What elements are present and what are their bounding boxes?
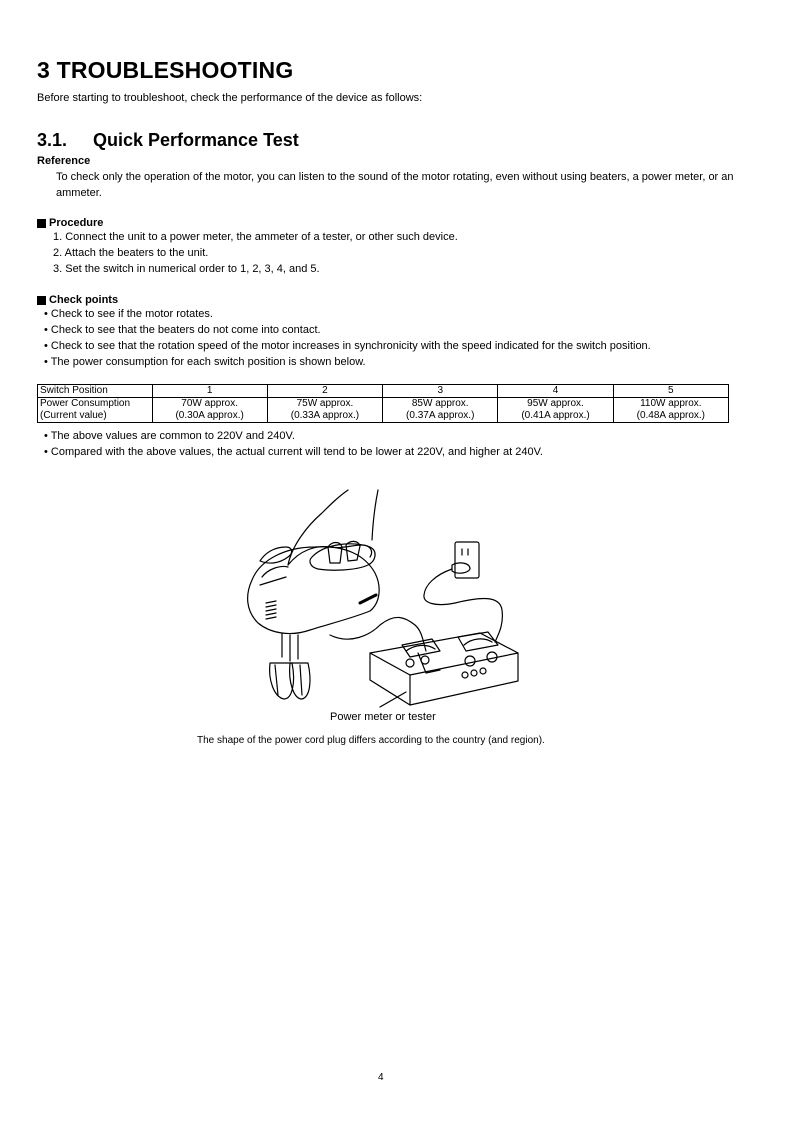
switch-position-cell: 1 (152, 385, 267, 398)
switch-position-cell: 5 (613, 385, 728, 398)
mixer-body-drawing (248, 547, 380, 634)
switch-position-cell: 2 (267, 385, 382, 398)
page-number: 4 (378, 1072, 384, 1083)
power-value: 85W approx. (411, 398, 469, 409)
procedure-title-text: Procedure (49, 217, 104, 229)
table-header-row (38, 385, 729, 398)
procedure-title (37, 217, 103, 229)
row-label-line: Power Consumption (40, 398, 131, 409)
current-value: (0.33A approx.) (290, 410, 360, 421)
check-points-title-text: Check points (49, 294, 119, 306)
check-point-item: • Check to see that the beaters do not come into contact. (44, 324, 321, 336)
mixer-test-illustration (230, 485, 530, 730)
table-cell (152, 398, 267, 423)
figure-caption: The shape of the power cord plug differs according to the country (and region). (197, 735, 545, 746)
power-value: 95W approx. (527, 398, 584, 409)
check-point-item: • Check to see if the motor rotates. (44, 308, 213, 320)
table-cell (613, 398, 728, 423)
table-cell (498, 398, 613, 423)
switch-position-cell: 4 (498, 385, 613, 398)
beaters-drawing (282, 633, 298, 661)
page-heading: 3 TROUBLESHOOTING (37, 57, 294, 83)
current-value: (0.37A approx.) (406, 410, 475, 421)
check-point-item: • Check to see that the rotation speed of the motor increases in synchronicity with the speed indicated for the switch position. (44, 340, 651, 352)
note-item: • Compared with the above values, the actual current will tend to be lower at 220V, and higher at 240V. (44, 446, 543, 458)
table-cell (383, 398, 498, 423)
power-value: 75W approx. (296, 398, 354, 409)
table-row (38, 398, 729, 423)
current-value: (0.30A approx.) (175, 410, 244, 421)
check-points-title (37, 294, 118, 306)
figure-label: Power meter or tester (330, 711, 436, 723)
power-consumption-table (37, 384, 729, 423)
current-value: (0.48A approx.) (636, 410, 705, 421)
current-value: (0.41A approx.) (521, 410, 590, 421)
power-value: 70W approx. (181, 398, 238, 409)
section-title: Quick Performance Test (93, 130, 299, 150)
table-notes (44, 428, 543, 460)
check-point-item: • The power consumption for each switch position is shown below. (44, 356, 366, 368)
table-header-label: Switch Position (38, 385, 153, 398)
row-label-line: (Current value) (40, 410, 107, 421)
row-label (38, 398, 153, 423)
square-bullet-icon (37, 296, 46, 305)
note-item: • The above values are common to 220V and 240V. (44, 430, 295, 442)
procedure-step: 2. Attach the beaters to the unit. (53, 247, 209, 259)
check-points-list (44, 306, 651, 370)
hand-drawing (288, 490, 378, 565)
procedure-list (53, 229, 458, 277)
square-bullet-icon (37, 219, 46, 228)
procedure-step: 3. Set the switch in numerical order to 1, 2, 3, 4, and 5. (53, 263, 320, 275)
section-heading (37, 130, 299, 151)
power-value: 110W approx. (640, 398, 702, 409)
reference-text: To check only the operation of the motor, you can listen to the sound of the motor rotating, even without using beaters, a power meter, or an ammeter. (56, 171, 734, 199)
switch-position-cell: 3 (383, 385, 498, 398)
intro-text: Before starting to troubleshoot, check the performance of the device as follows: (37, 92, 423, 104)
table-cell (267, 398, 382, 423)
procedure-step: 1. Connect the unit to a power meter, the ammeter of a tester, or other such device. (53, 231, 458, 243)
reference-title: Reference (37, 155, 91, 167)
section-number: 3.1. (37, 130, 68, 150)
